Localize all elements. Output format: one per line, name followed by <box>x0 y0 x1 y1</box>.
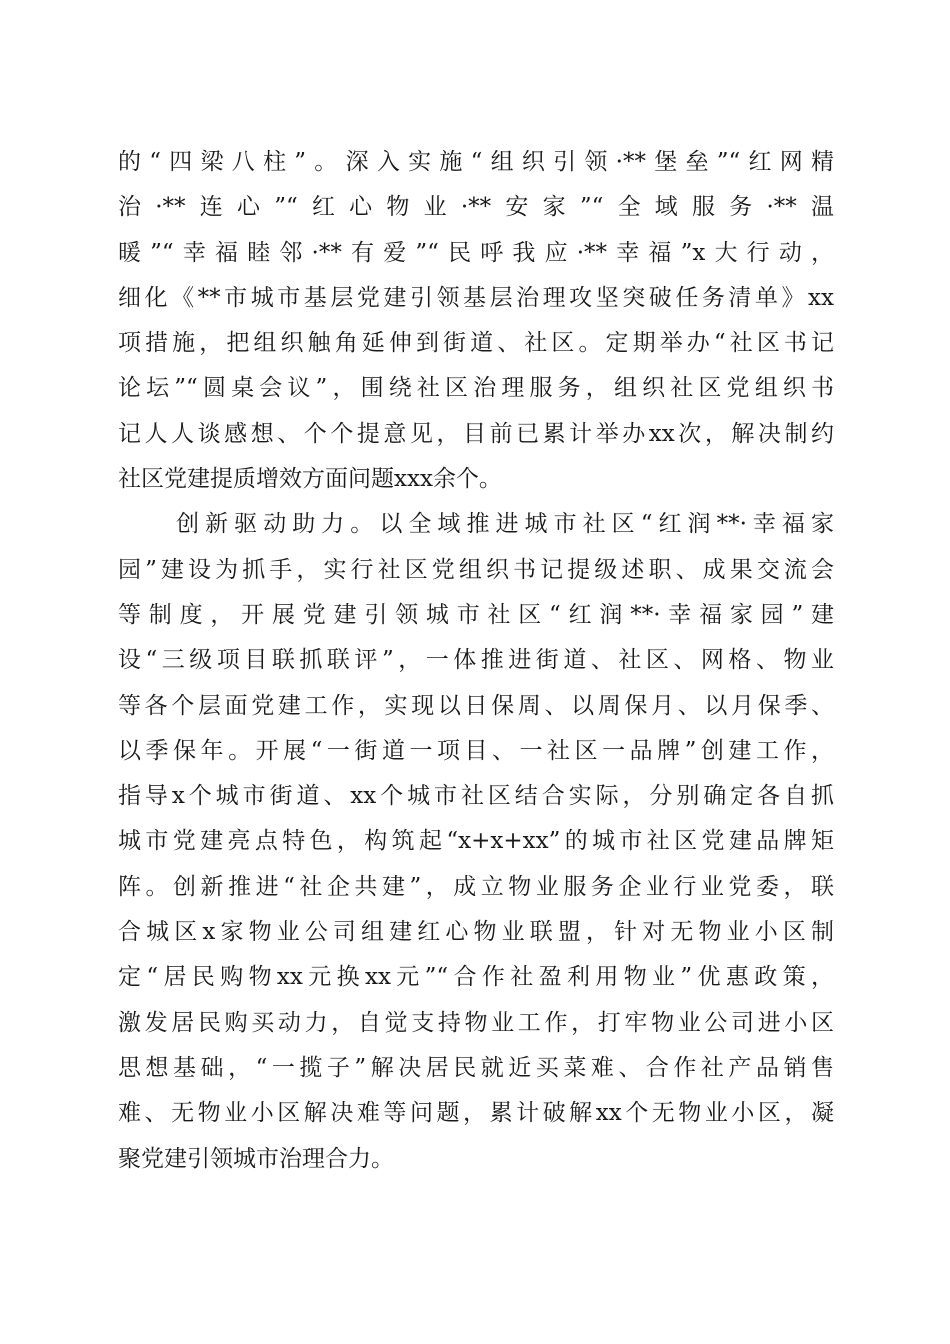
text-line: 难、无物业小区解决难等问题，累计破解xx个无物业小区，凝 <box>118 1100 834 1127</box>
text-line: 定“居民购物xx元换xx元”“合作社盈利用物业”优惠政策， <box>118 964 834 991</box>
text-line: 阵。创新推进“社企共建”，成立物业服务企业行业党委，联 <box>118 873 834 900</box>
text-line: 治·**连心”“红心物业·**安家”“全域服务·**温 <box>118 194 834 221</box>
paragraph-organization-leading <box>118 140 834 502</box>
text-line: 的“四梁八柱”。深入实施“组织引领·**堡垒”“红网精 <box>118 149 834 175</box>
text-line: 细化《**市城市基层党建引领基层治理攻坚突破任务清单》xx <box>118 284 834 311</box>
text-line: 等制度，开展党建引领城市社区“红润**·幸福家园”建 <box>118 601 834 628</box>
body-text <box>118 140 834 1182</box>
text-line: 以季保年。开展“一街道一项目、一社区一品牌”创建工作， <box>118 737 834 764</box>
text-line: 设“三级项目联抓联评”，一体推进街道、社区、网格、物业 <box>118 647 834 674</box>
text-line: 创新驱动助力。以全域推进城市社区“红润**·幸福家 <box>118 511 834 538</box>
text-line: 项措施，把组织触角延伸到街道、社区。定期举办“社区书记 <box>118 330 834 357</box>
text-line: 记人人谈感想、个个提意见，目前已累计举办xx次，解决制约 <box>118 420 834 447</box>
text-line: 思想基础，“一揽子”解决居民就近买菜难、合作社产品销售 <box>118 1054 834 1081</box>
text-line: 等各个层面党建工作，实现以日保周、以周保月、以月保季、 <box>118 692 834 719</box>
text-line: 论坛”“圆桌会议”，围绕社区治理服务，组织社区党组织书 <box>118 375 834 402</box>
text-line: 社区党建提质增效方面问题xxx余个。 <box>118 466 502 493</box>
paragraph-innovation-driven <box>118 502 834 1181</box>
text-line: 城市党建亮点特色，构筑起“x+x+xx”的城市社区党建品牌矩 <box>118 828 834 855</box>
text-line: 指导x个城市街道、xx个城市社区结合实际，分别确定各自抓 <box>118 783 834 810</box>
text-line: 园”建设为抓手，实行社区党组织书记提级述职、成果交流会 <box>118 556 834 583</box>
text-line: 激发居民购买动力，自觉支持物业工作，打牢物业公司进小区 <box>118 1009 834 1036</box>
text-line: 暖”“幸福睦邻·**有爱”“民呼我应·**幸福”x大行动， <box>118 239 834 266</box>
text-line: 合城区x家物业公司组建红心物业联盟，针对无物业小区制 <box>118 919 834 946</box>
text-line: 聚党建引领城市治理合力。 <box>118 1145 394 1172</box>
